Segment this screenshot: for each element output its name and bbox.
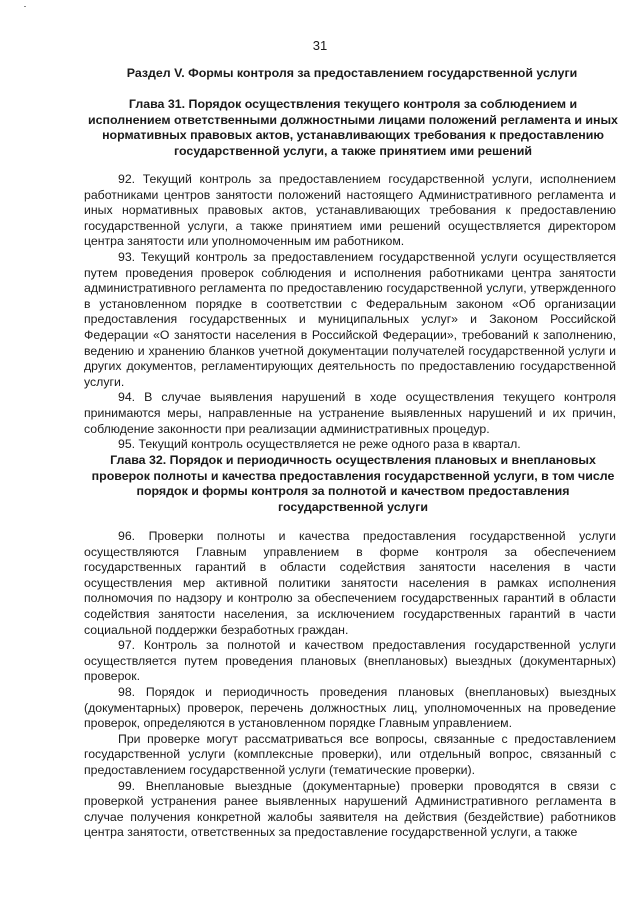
paragraph-99: 99. Внеплановые выездные (документарные) проверки проводятся в связи с проверкой устранения ранее выявленных нарушений Административного регламента в случае получения конкретной жалобы заявителя на действия (бездействие) работников центра занятости, ответственных за предоставление государственной услуги, а также: [84, 778, 616, 840]
paragraph-93: 93. Текущий контроль за предоставлением государственной услуги осуществляется путем проведения проверок соблюдения и исполнения работниками центра занятости административного регламента по предоставлению государственной услуги, утвержденного в установленном порядке в соответствии с Федеральным законом «Об организации предоставления государственных и муниципальных услуг» и Законом Российской Федерации «О занятости населения в Российской Федерации», требований к заполнению, ведению и хранению бланков учетной документации получателей государственной услуги и других документов, регламентирующих деятельность по предоставлению государственной услуги.: [84, 249, 616, 389]
paragraph-98-continued: При проверке могут рассматриваться все вопросы, связанные с предоставлением государственной услуги (комплексные проверки), или отдельный вопрос, связанный с предоставлением государственной услуги (тематические проверки).: [84, 731, 616, 777]
section-title: Раздел V. Формы контроля за предоставлением государственной услуги: [126, 66, 578, 80]
paragraph-97: 97. Контроль за полнотой и качеством предоставления государственной услуги осуществляется путем проведения плановых (внеплановых) выездных (документарных) проверок.: [84, 638, 616, 684]
paragraph-98: 98. Порядок и периодичность проведения плановых (внеплановых) выездных (документарных) проверок, перечень должностных лиц, уполномоченных на проведение проверок, определяются в установленном порядке Главным управлением.: [84, 684, 616, 731]
paragraph-96: 96. Проверки полноты и качества предоставления государственной услуги осуществляются Главным управлением в форме контроля за обеспечением государственных гарантий в области содействия занятости населения в части осуществления мер активной политики занятости населения в рамках исполнения полномочия по надзору и контролю за обеспечением государственных гарантий в области содействия занятости населения, за исключением государственных гарантий в части социальной поддержки безработных граждан.: [84, 529, 616, 637]
paragraph-94: 94. В случае выявления нарушений в ходе осуществления текущего контроля принимаются меры, направленные на устранение выявленных нарушений и их причин, соблюдение законности при реализации административных процедур.: [84, 390, 616, 436]
paragraph-95: 95. Текущий контроль осуществляется не реже одного раза в квартал.: [118, 437, 521, 452]
paragraph-92: 92. Текущий контроль за предоставлением государственной услуги, исполнением работниками центров занятости положений настоящего Административного регламента и иных нормативных правовых актов, устанавливающих требования к предоставлению государственной услуги, а также принятием ими решений осуществляется директором центра занятости или уполномоченным им работником.: [84, 172, 616, 249]
chapter-31-title: Глава 31. Порядок осуществления текущего контроля за соблюдением и исполнением ответственными должностными лицами положений регламента и иных нормативных правовых актов, устанавливающих требования к предоставлению государственной услуги, а также принятием ими решений: [88, 97, 618, 158]
scan-mark: [24, 6, 26, 7]
page-number: 31: [312, 38, 328, 53]
chapter-31-body: [84, 172, 616, 453]
chapter-32-body: [84, 529, 616, 841]
chapter-32-title: Глава 32. Порядок и периодичность осуществления плановых и внеплановых проверок полноты и качества предоставления государственной услуги, в том числе порядок и формы контроля за полнотой и качеством предоставления государственной услуги: [91, 453, 615, 514]
